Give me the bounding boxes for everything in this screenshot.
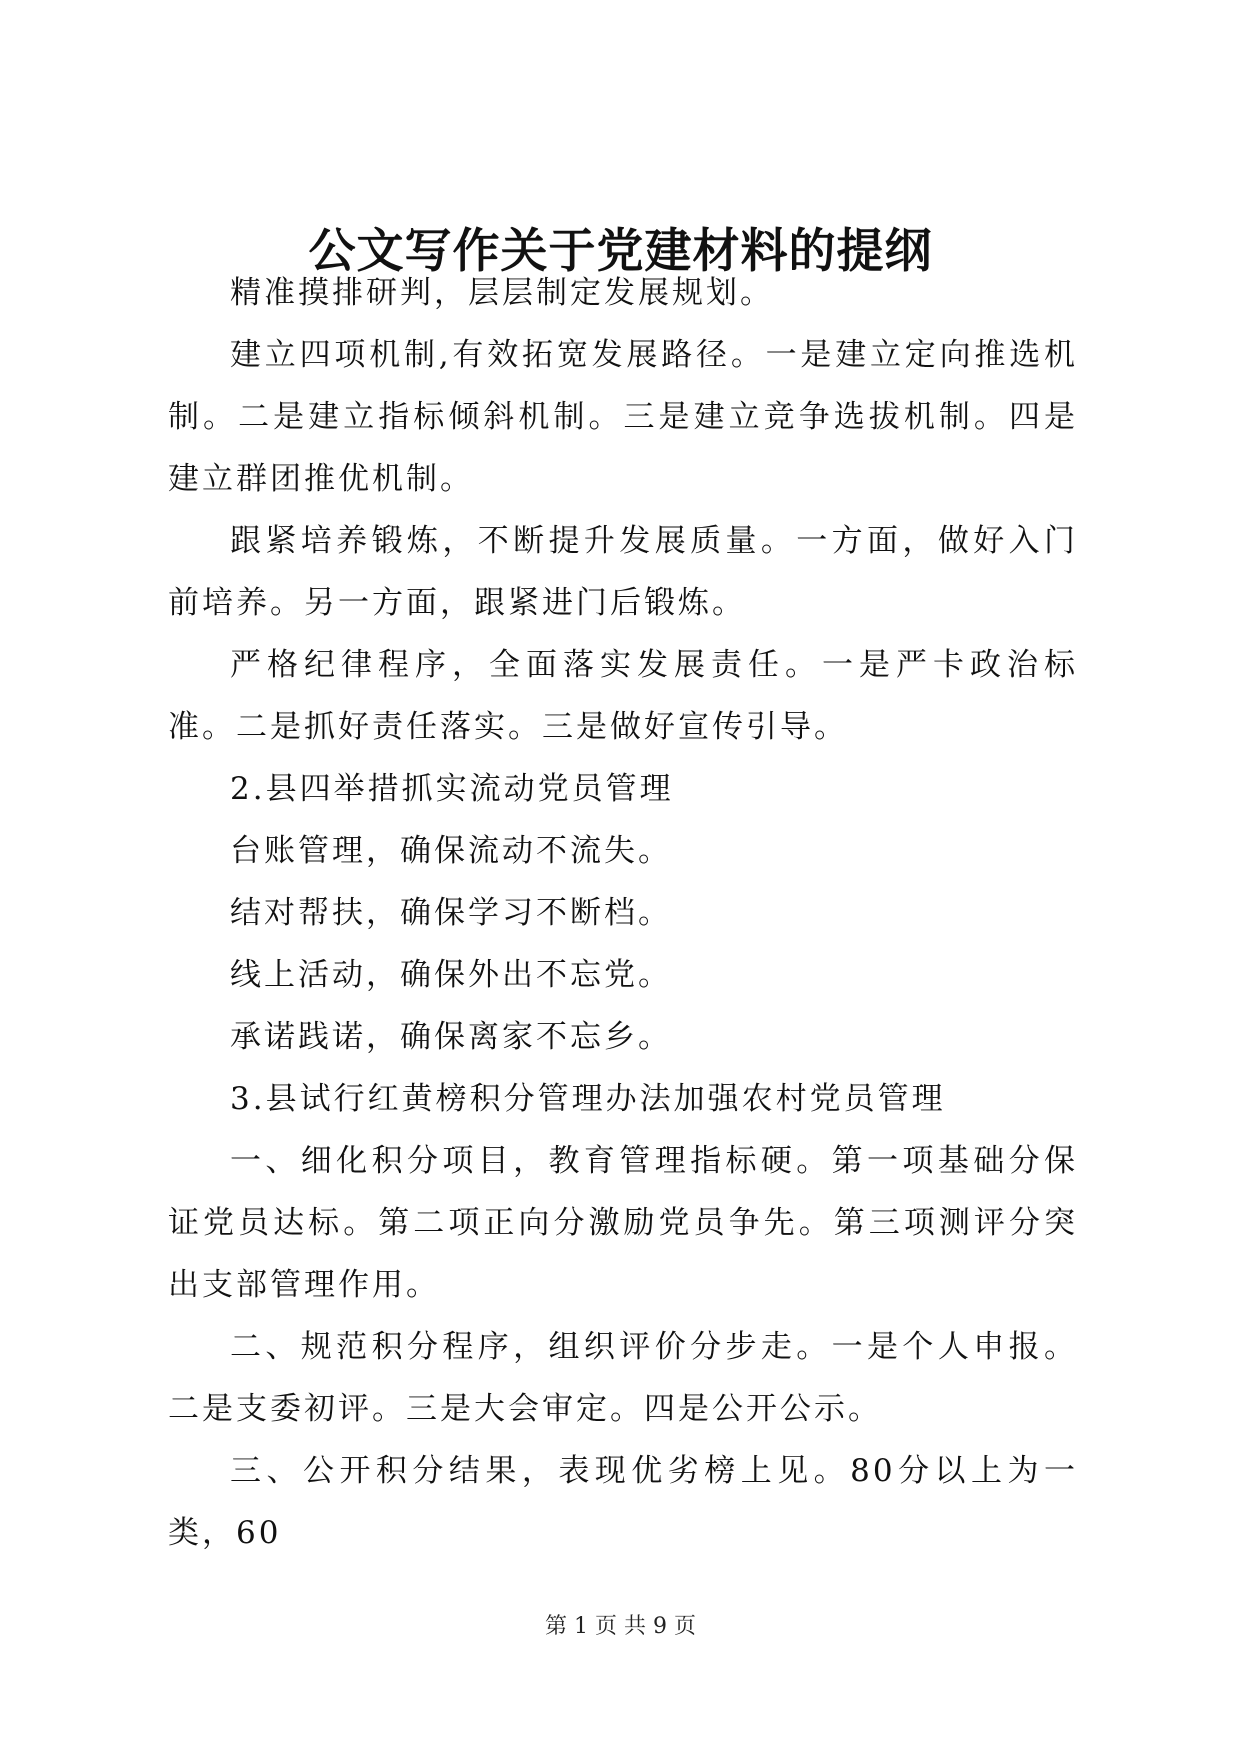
paragraph: 结对帮扶，确保学习不断档。	[230, 895, 672, 931]
paragraph: 三、公开积分结果，表现优劣榜上见。80分以上为一类，60	[168, 1453, 1078, 1551]
paragraph: 台账管理，确保流动不流失。	[230, 833, 672, 869]
page-number: 第 1 页 共 9 页	[545, 1614, 696, 1639]
paragraph: 一、细化积分项目，教育管理指标硬。第一项基础分保证党员达标。第二项正向分激励党员争先。第三项测评分突出支部管理作用。	[168, 1143, 1078, 1303]
section-heading: 3.县试行红黄榜积分管理办法加强农村党员管理	[230, 1081, 946, 1117]
paragraph: 线上活动，确保外出不忘党。	[230, 957, 672, 993]
document-title: 公文写作关于党建材料的提纲	[308, 224, 933, 279]
paragraph: 承诺践诺，确保离家不忘乡。	[230, 1019, 672, 1055]
paragraph: 二、规范积分程序，组织评价分步走。一是个人申报。二是支委初评。三是大会审定。四是公开公示。	[168, 1329, 1078, 1427]
paragraph: 建立四项机制,有效拓宽发展路径。一是建立定向推选机制。二是建立指标倾斜机制。三是建立竞争选拔机制。四是建立群团推优机制。	[168, 337, 1078, 497]
document-body	[168, 262, 1078, 1564]
paragraph: 严格纪律程序，全面落实发展责任。一是严卡政治标准。二是抓好责任落实。三是做好宣传引导。	[168, 647, 1078, 745]
paragraph: 跟紧培养锻炼，不断提升发展质量。一方面，做好入门前培养。另一方面，跟紧进门后锻炼。	[168, 523, 1078, 621]
paragraph: 精准摸排研判，层层制定发展规划。	[230, 275, 774, 311]
section-heading: 2.县四举措抓实流动党员管理	[230, 771, 674, 807]
